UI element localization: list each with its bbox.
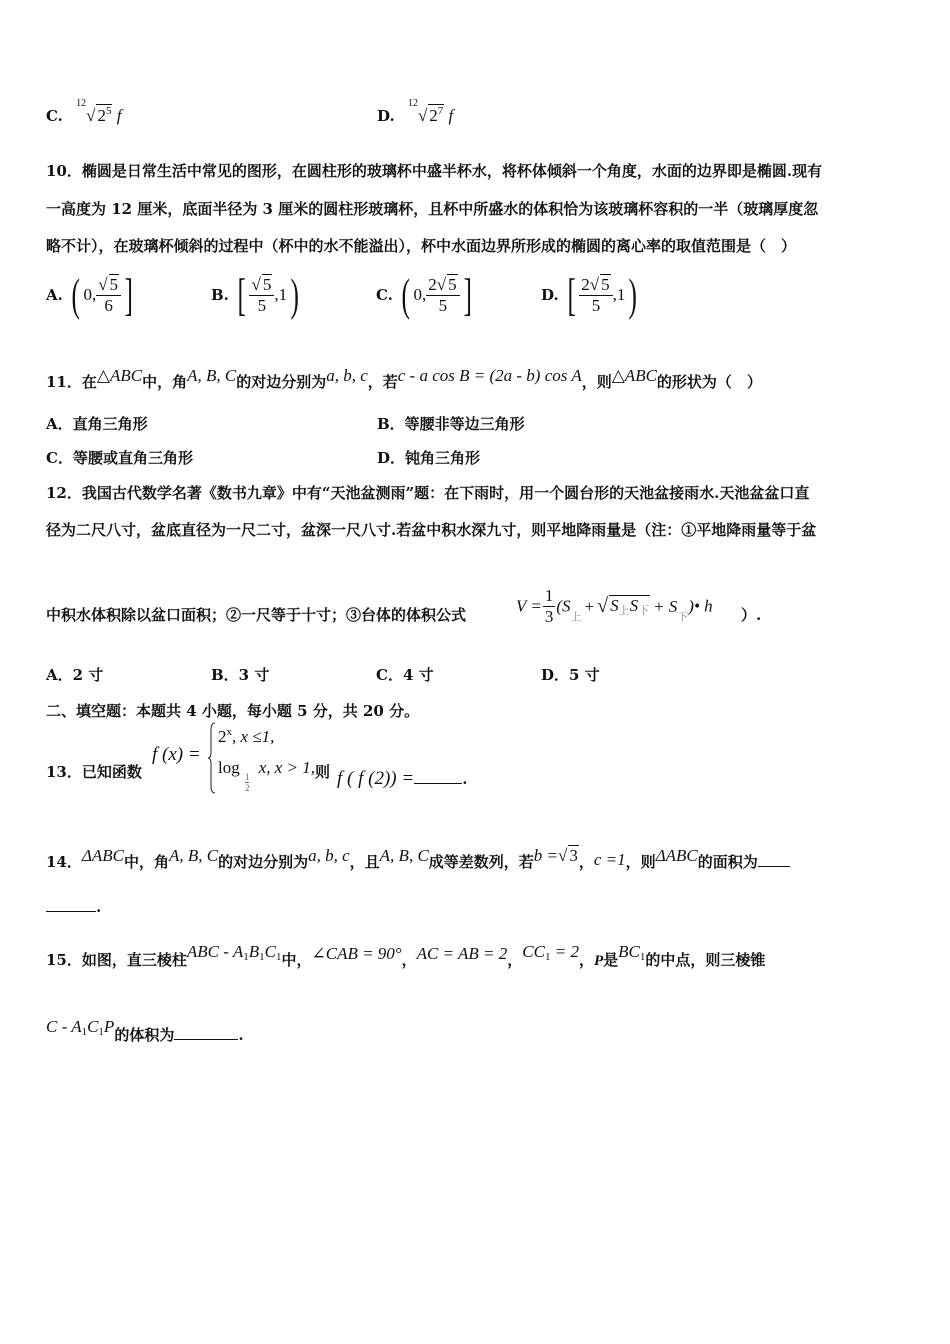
q13-mid: 则 bbox=[315, 763, 331, 781]
edge-condition: $CC_1 = 2$ bbox=[522, 942, 579, 963]
paren-left: ( bbox=[71, 269, 80, 320]
q10-option-d: D. [ $\frac{2√ 5}{5}$ ,1) bbox=[541, 269, 638, 320]
section-heading: 二、填空题：本题共 4 小题，每小题 5 分，共 20 分。 bbox=[46, 702, 420, 720]
q13-expression: f ( f (2)) = . bbox=[337, 768, 468, 789]
paren-right: ) bbox=[628, 269, 638, 320]
bracket-right: ] bbox=[124, 269, 133, 320]
q11-option-a: A．直角三角形 bbox=[46, 415, 148, 433]
q11-stem: 11．在△ABC中，角A, B, C的对边分别为a, b, c，若c - a cos B = (2a - b) cos A，则△ABC的形状为（ ） bbox=[46, 366, 762, 391]
nth-root: 12 √ $2^5$ bbox=[76, 98, 112, 125]
q12-line-3: 中积水体积除以盆口面积；②一尺等于十寸；③台体的体积公式 bbox=[46, 606, 467, 624]
q11-option-d: D．钝角三角形 bbox=[377, 449, 481, 467]
q12-option-d: D．5 寸 bbox=[541, 666, 600, 684]
option-label: A. bbox=[46, 286, 63, 304]
case-1: 2$^x$, x ≤1, bbox=[218, 726, 275, 746]
case-2: log $\frac{1}{2}$ x, x > 1, bbox=[218, 758, 316, 793]
fraction: $\frac{2√ 5}{5}$ bbox=[579, 274, 612, 316]
option-label: D. bbox=[541, 286, 559, 304]
q10-option-c: C. ( 0, $\frac{2√ 5}{5}$ ] bbox=[376, 269, 472, 320]
frustum-volume-formula: V = $\frac{1}{3}$ ($S_上+$ √ $S_上S_下$ + $S_下)•$ h bbox=[516, 586, 713, 626]
option-label: B. bbox=[211, 286, 229, 304]
q10-option-a: A. ( 0, $\frac{√ 5}{6}$ ] bbox=[46, 269, 133, 320]
segment-name: $BC_1$ bbox=[618, 942, 646, 963]
length-condition: AC = AB = 2 bbox=[416, 944, 508, 963]
triangle-name: ΔABC bbox=[81, 846, 124, 865]
paren-left: ( bbox=[401, 269, 411, 320]
sides: a, b, c bbox=[308, 846, 350, 865]
sides: a, b, c bbox=[326, 366, 368, 385]
prism-name: ABC - $A_1B_1C_1$ bbox=[186, 942, 282, 963]
paren-right: ) bbox=[290, 269, 299, 320]
answer-blank[interactable] bbox=[758, 852, 790, 867]
condition: c - a cos B = (2a - b) cos A bbox=[397, 366, 582, 385]
q12-line-1: 12．我国古代数学名著《数书九章》中有“天池盆测雨”题：在下雨时，用一个圆台形的天池盆接雨水.天池盆盆口直 bbox=[46, 484, 810, 502]
q10-line-1: 10．椭圆是日常生活中常见的图形，在圆柱形的玻璃杯中盛半杯水，将杯体倾斜一个角度，水面的边界即是椭圆.现有 bbox=[46, 162, 823, 180]
option-label: C. bbox=[46, 107, 63, 125]
q9-option-c bbox=[46, 98, 122, 126]
q10-line-3: 略不计），在玻璃杯倾斜的过程中（杯中的水不能溢出），杯中水面边界所形成的椭圆的离心率的取值范围是（ ） bbox=[46, 237, 797, 255]
q12-line-3-end: ）. bbox=[741, 606, 762, 624]
option-tail: f bbox=[116, 106, 122, 125]
nth-root: 12 √ $2^7$ bbox=[407, 98, 444, 125]
answer-blank-continued[interactable] bbox=[46, 897, 96, 912]
angles: A, B, C bbox=[168, 846, 219, 865]
option-tail: f bbox=[448, 106, 454, 125]
bracket-left: [ bbox=[237, 269, 247, 320]
option-label: C. bbox=[376, 286, 393, 304]
pyramid-name: C - $A_1C_1P$ bbox=[46, 1017, 115, 1038]
q10-line-2: 一高度为 12 厘米，底面半径为 3 厘米的圆柱形玻璃杯，且杯中所盛水的体积恰为该玻璃杯容积的一半（玻璃厚度忽 bbox=[46, 200, 819, 218]
fraction: $\frac{2√ 5}{5}$ bbox=[426, 274, 459, 316]
q13-prefix: 13．已知函数 bbox=[46, 763, 142, 781]
q12-option-c: C．4 寸 bbox=[376, 666, 434, 684]
fraction: $\frac{√ 5}{5}$ bbox=[249, 274, 274, 316]
q14-stem: 14．ΔABC中，角A, B, C的对边分别为a, b, c，且A, B, C成等差数列，若b =√ 3，c =1，则ΔABC的面积为 bbox=[46, 845, 790, 872]
angle-condition: ∠CAB = 90° bbox=[311, 944, 402, 963]
triangle-name: △ABC bbox=[611, 366, 657, 385]
angles: A, B, C bbox=[187, 366, 237, 385]
q11-option-c: C．等腰或直角三角形 bbox=[46, 449, 193, 467]
answer-blank[interactable] bbox=[414, 769, 462, 784]
bracket-left: [ bbox=[567, 269, 576, 320]
bracket-right: ] bbox=[463, 269, 472, 320]
q15-line-2: C - $A_1C_1P$的体积为 . bbox=[46, 1017, 244, 1044]
fraction: $\frac{√ 5}{6}$ bbox=[96, 274, 121, 316]
q9-option-d bbox=[377, 98, 454, 126]
angles: A, B, C bbox=[379, 846, 429, 865]
function-name: f (x) = bbox=[152, 744, 201, 765]
answer-blank[interactable] bbox=[174, 1025, 238, 1040]
piecewise-brace bbox=[208, 722, 216, 794]
q12-option-b: B．3 寸 bbox=[211, 666, 270, 684]
q10-option-b: B. [ $\frac{√ 5}{5}$ ,1) bbox=[211, 269, 299, 320]
q12-line-2: 径为二尺八寸，盆底直径为一尺二寸，盆深一尺八寸.若盆中积水深九寸，则平地降雨量是（注：①平地降雨量等于盆 bbox=[46, 521, 817, 539]
q15-stem: 15．如图，直三棱柱ABC - $A_1B_1C_1$中，∠CAB = 90°，AC = AB = 2，$CC_1 = 2$，P是$BC_1$的中点，则三棱锥 bbox=[46, 942, 766, 969]
log-base: $\frac{1}{2}$ bbox=[244, 772, 250, 793]
q11-option-b: B．等腰非等边三角形 bbox=[377, 415, 525, 433]
q14-line-2: . bbox=[46, 897, 101, 916]
triangle-name: △ABC bbox=[96, 366, 143, 385]
q12-option-a: A．2 寸 bbox=[46, 666, 104, 684]
brace-icon bbox=[208, 722, 216, 794]
one-third: $\frac{1}{3}$ bbox=[544, 586, 554, 626]
option-label: D. bbox=[377, 107, 395, 125]
triangle-name: ΔABC bbox=[655, 846, 698, 865]
